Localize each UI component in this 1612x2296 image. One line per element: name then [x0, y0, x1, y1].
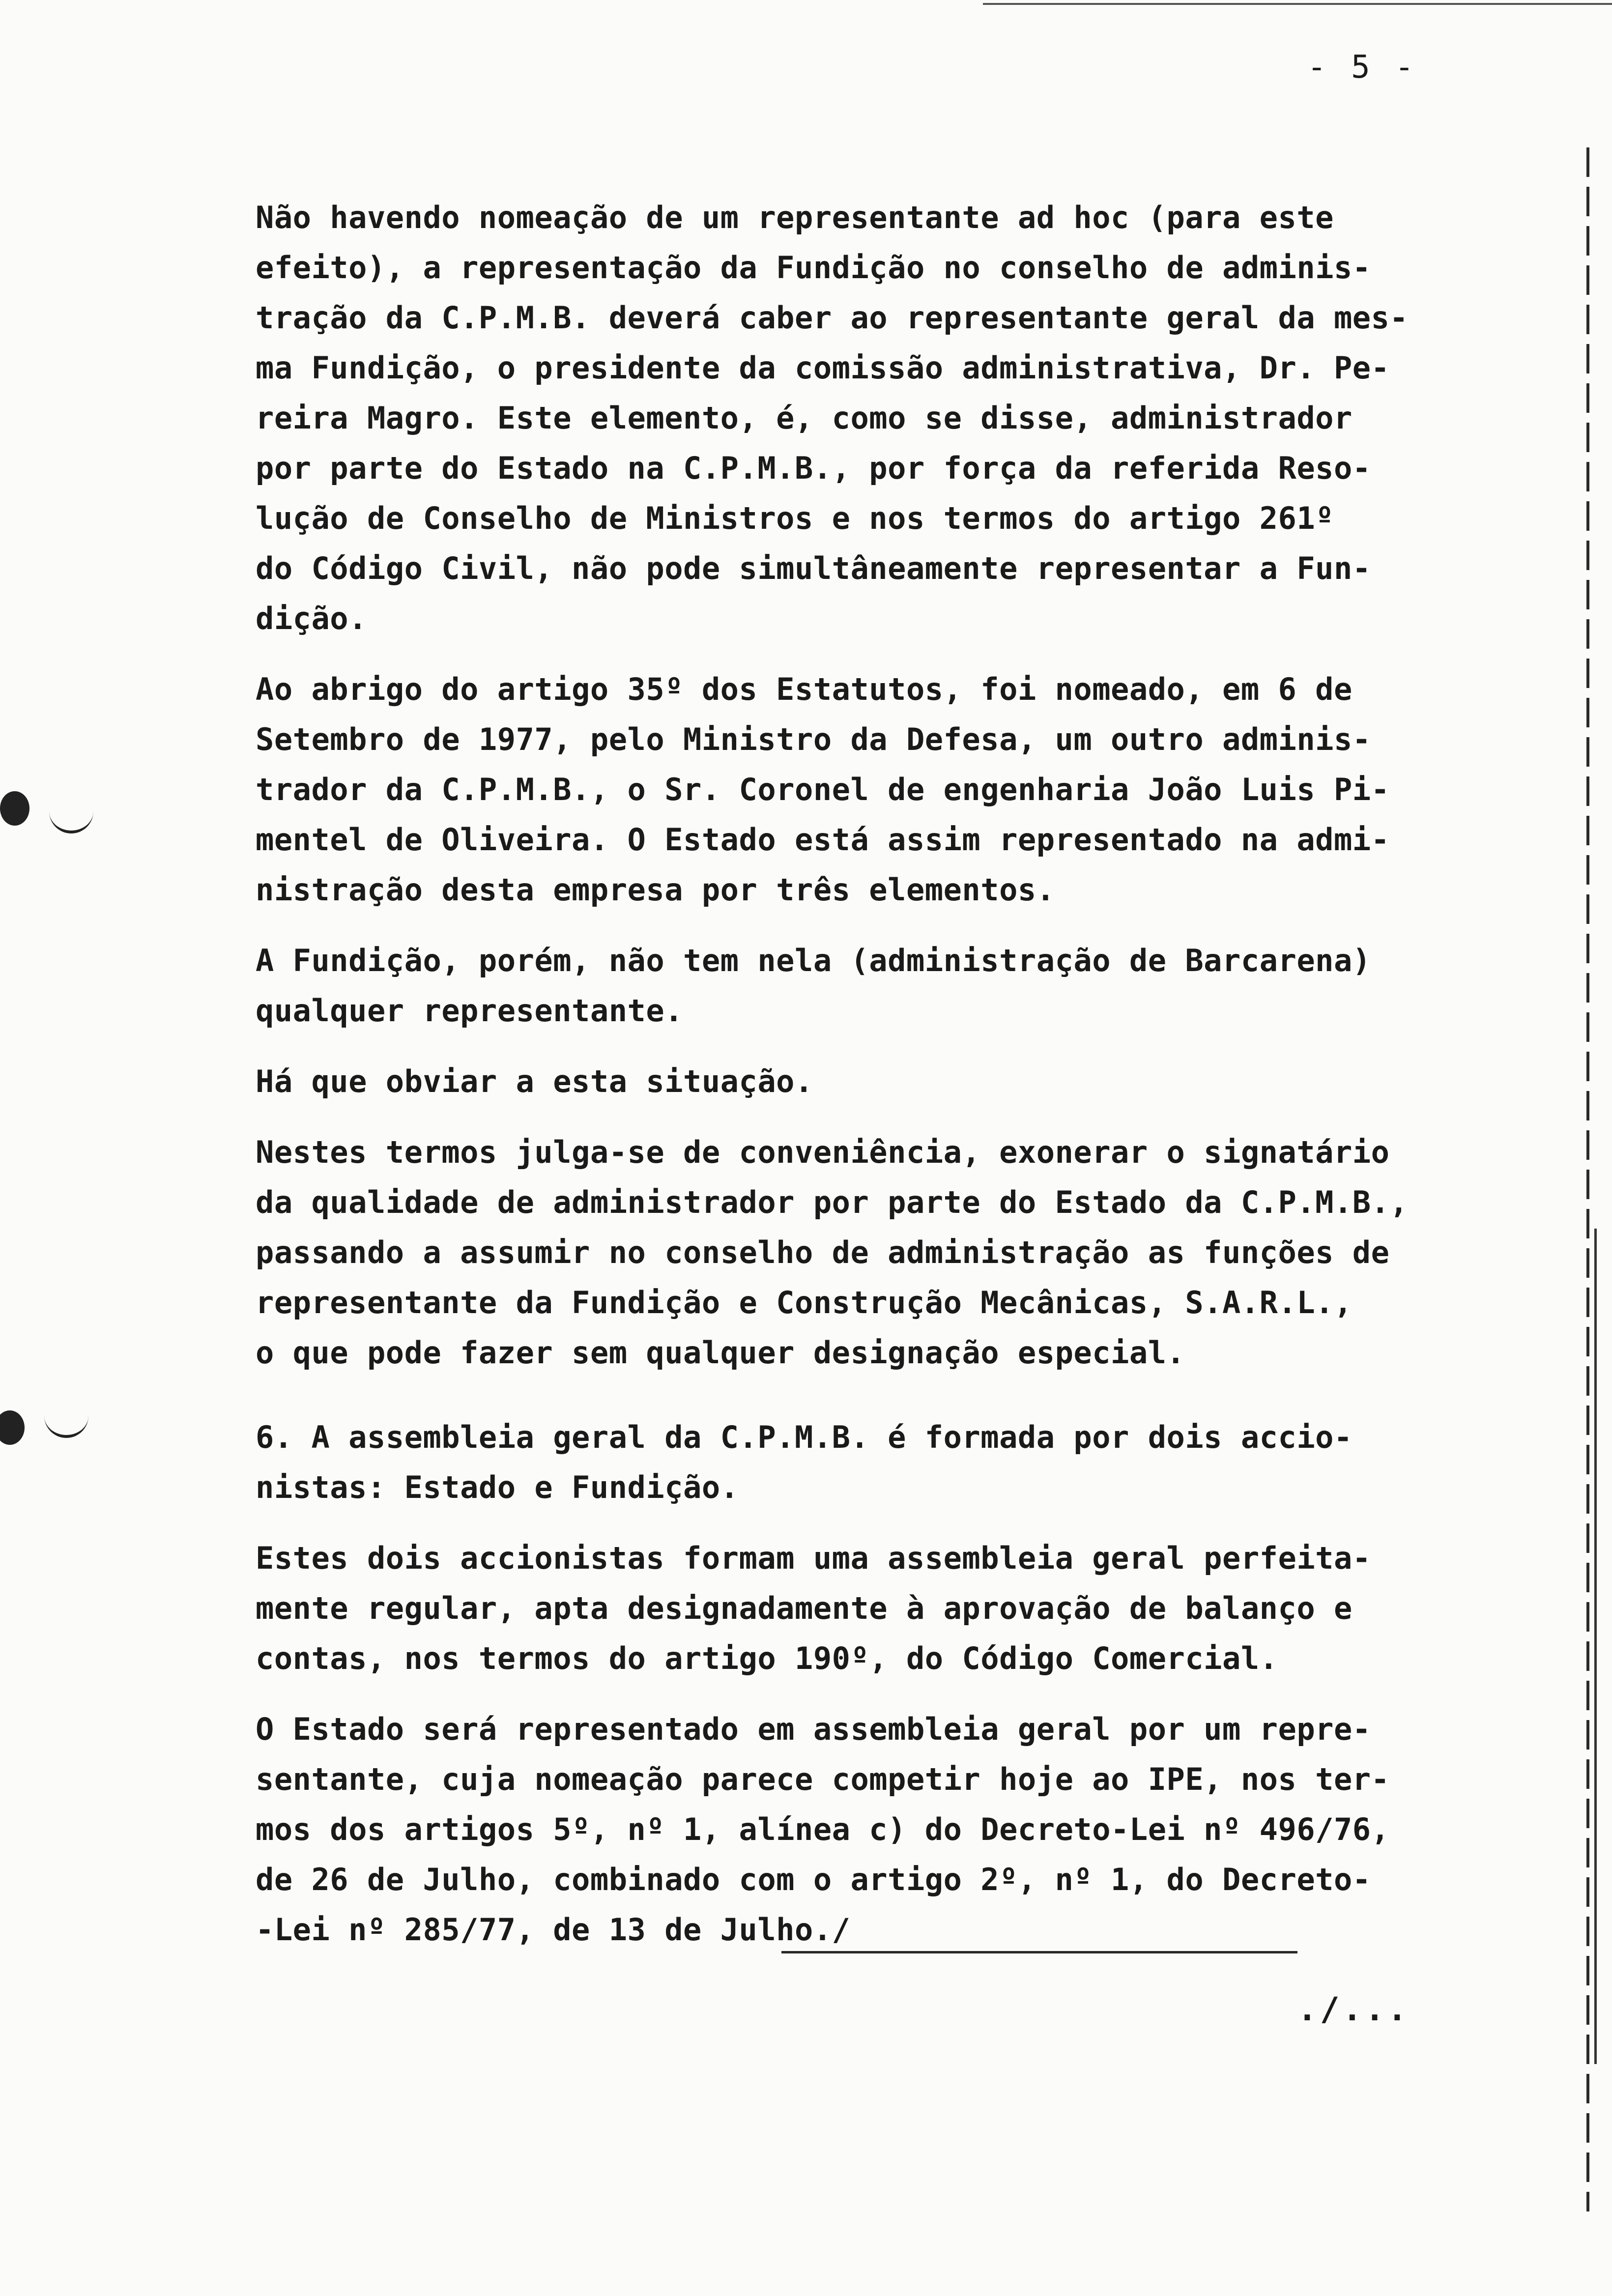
- page-number: - 5 -: [1307, 49, 1417, 86]
- paragraph: 6. A assembleia geral da C.P.M.B. é formada por dois accio- nistas: Estado e Fundição.: [256, 1419, 1353, 1505]
- punch-hole-mark-icon: [49, 806, 93, 833]
- paragraph: Não havendo nomeação de um representante ad hoc (para este efeito), a representação da Fundição no conselho de adminis- tração da C.P.M.B. deverá caber ao representante geral da mes- ma Fundição, o presidente da comissão administrativa, Dr. Pe- reira Magro. Este elemento, é, como se disse, administrador por parte do Estado na C.P.M.B., por força da referida Reso- lução de Conselho de Ministros e nos termos do artigo 261º do Código Civil, não pode simultâneamente representar a Fun- dição.: [256, 200, 1409, 636]
- continuation-mark: ./...: [1297, 1990, 1410, 2028]
- punch-hole-mark-icon: [44, 1410, 88, 1438]
- paragraph: O Estado será representado em assembleia geral por um repre- sentante, cuja nomeação parece competir hoje ao IPE, nos ter- mos dos artigos 5º, nº 1, alínea c) do Decreto-Lei nº 496/76, de 26 de Julho, combinado com o artigo 2º, nº 1, do Decreto- -Lei nº 285/77, de 13 de Julho./: [256, 1711, 1390, 1948]
- paragraph: Nestes termos julga-se de conveniência, exonerar o signatário da qualidade de administrador por parte do Estado da C.P.M.B., passando a assumir no conselho de administração as funções de representante da Fundição e Construção Mecânicas, S.A.R.L., o que pode fazer sem qualquer designação especial.: [256, 1134, 1409, 1371]
- scan-top-rule: [983, 3, 1612, 5]
- paragraph: Estes dois accionistas formam uma assembleia geral perfeita- mente regular, apta designadamente à aprovação de balanço e contas, nos termos do artigo 190º, do Código Comercial.: [256, 1540, 1371, 1676]
- punch-hole-icon: [0, 791, 29, 826]
- paragraph: A Fundição, porém, não tem nela (administração de Barcarena) qualquer representante.: [256, 943, 1371, 1029]
- body-text: [256, 193, 1514, 1976]
- closing-rule: [781, 1951, 1297, 1953]
- punch-hole-icon: [0, 1410, 25, 1445]
- scan-edge-right: [1586, 147, 1589, 2211]
- scan-edge-right-inner: [1594, 1229, 1597, 2064]
- paragraph: Há que obviar a esta situação.: [256, 1063, 813, 1099]
- paragraph: Ao abrigo do artigo 35º dos Estatutos, foi nomeado, em 6 de Setembro de 1977, pelo Ministro da Defesa, um outro adminis- trador da C.P.M.B., o Sr. Coronel de engenharia João Luis Pi- mentel de Oliveira. O Estado está assim representado na admi- nistração desta empresa por três elementos.: [256, 671, 1390, 908]
